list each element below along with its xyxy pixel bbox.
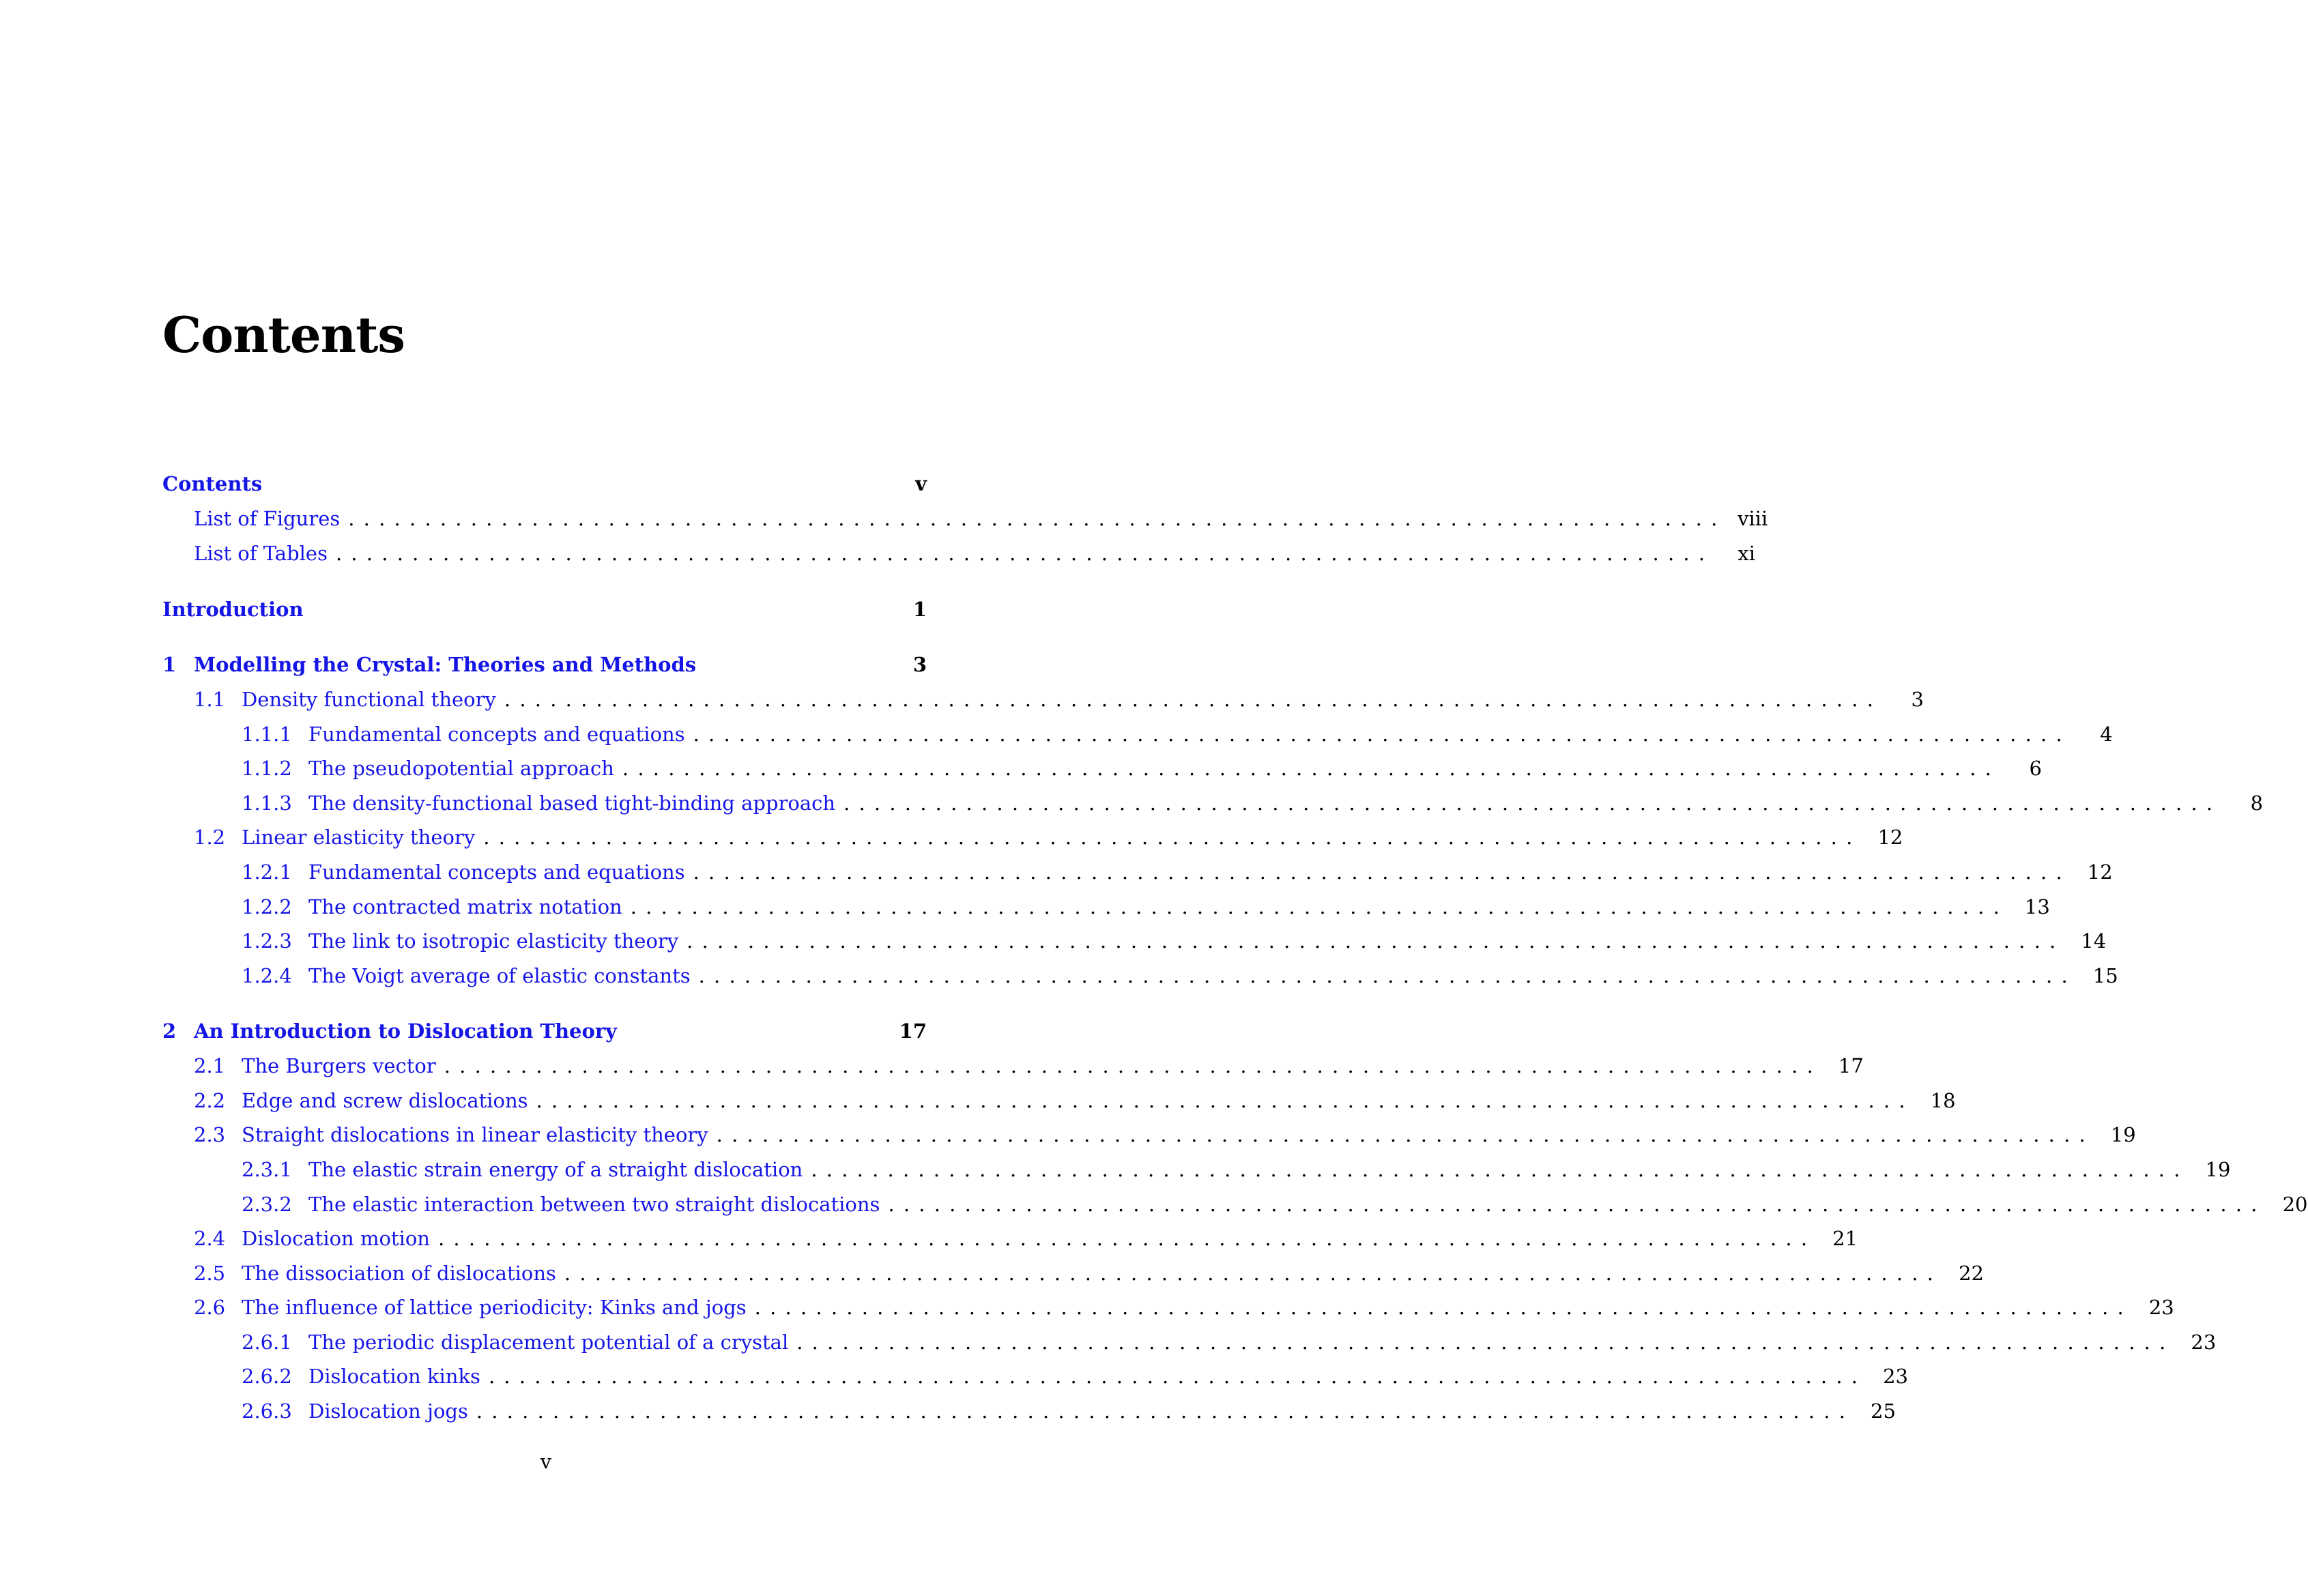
toc-page: 20 [2282,1193,2308,1216]
toc-page: 21 [1832,1227,1858,1250]
toc-number[interactable]: 1.2.3 [242,929,292,953]
toc-title[interactable]: Fundamental concepts and equations [308,860,685,884]
toc-page: 19 [2110,1123,2136,1146]
toc-page: 1 [912,598,927,621]
toc-entry-subsection-2-3-2[interactable] [242,1191,2308,1218]
toc-title[interactable]: The elastic interaction between two straight dislocations [308,1193,880,1216]
toc-leader: . . . . . . . . . . . . . . . . . . . . . . . . . . . . . . . . . . . . . . . . . . . . . . . . . . . . . . . . . . . . . . . . . . . . . . . . . . . . . . . . . . . . . . . . . . [483,826,1854,849]
toc-title[interactable]: An Introduction to Dislocation Theory [194,1019,617,1043]
toc-entry-section-1-2[interactable] [194,824,1903,851]
toc-page: 19 [2205,1158,2231,1181]
toc-number[interactable]: 1.2 [194,826,226,849]
toc-number[interactable]: 2.3.1 [242,1158,292,1181]
toc-entry-subsection-1-2-1[interactable] [242,858,2113,886]
toc-page: 3 [1911,688,1924,711]
toc-leader: . . . . . . . . . . . . . . . . . . . . . . . . . . . . . . . . . . . . . . . . . . . . . . . . . . . . . . . . . . . . . . . . . . . . . . . . . . . . . . . . . . . . . . . . . . [488,1365,1860,1388]
toc-number[interactable]: 2.3.2 [242,1193,292,1216]
page-number: v [540,1450,552,1473]
toc-title[interactable]: Modelling the Crystal: Theories and Methods [194,653,697,676]
toc-number[interactable]: 1.2.2 [242,895,292,918]
toc-leader: . . . . . . . . . . . . . . . . . . . . . . . . . . . . . . . . . . . . . . . . . . . . . . . . . . . . . . . . . . . . . . . . . . . . . . . . . . . . . . . . . . . . . . . . . . [335,542,1707,565]
toc-leader: . . . . . . . . . . . . . . . . . . . . . . . . . . . . . . . . . . . . . . . . . . . . . . . . . . . . . . . . . . . . . . . . . . . . . . . . . . . . . . . . . . . . . . . . . . [716,1123,2087,1146]
toc-entry-subsection-2-6-3[interactable] [242,1397,1896,1425]
toc-number[interactable]: 1.2.4 [242,964,292,987]
toc-title[interactable]: The link to isotropic elasticity theory [308,929,679,953]
toc-number[interactable]: 1 [162,653,177,676]
toc-title[interactable]: The Voigt average of elastic constants [308,964,691,987]
toc-page: 14 [2081,929,2107,953]
toc-number[interactable]: 2.2 [194,1089,226,1112]
toc-title[interactable]: Density functional theory [242,688,496,711]
toc-entry-section-2-5[interactable] [194,1260,1984,1287]
toc-page: v [915,472,927,495]
toc-entry-chapter-2[interactable] [162,1017,927,1045]
toc-page: 12 [1877,826,1903,849]
toc-page: 17 [1838,1054,1864,1077]
toc-title[interactable]: Introduction [162,598,304,621]
toc-entry-section-2-4[interactable] [194,1225,1858,1252]
toc-number[interactable]: 2.6.1 [242,1331,292,1354]
toc-page: 4 [2100,723,2113,746]
toc-page: 23 [2191,1331,2217,1354]
toc-page: 8 [2250,792,2264,815]
toc-number[interactable]: 1.2.1 [242,860,292,884]
toc-title[interactable]: Edge and screw dislocations [242,1089,528,1112]
toc-page: 13 [2024,895,2050,918]
toc-entry-section-2-6[interactable] [194,1294,2174,1321]
toc-entry-subsection-1-2-2[interactable] [242,893,2050,920]
toc-entry-section-2-2[interactable] [194,1087,1956,1114]
toc-entry-chapter-1[interactable] [162,651,927,678]
toc-page: viii [1737,507,1768,530]
toc-entry-section-2-3[interactable] [194,1121,2136,1148]
toc-leader: . . . . . . . . . . . . . . . . . . . . . . . . . . . . . . . . . . . . . . . . . . . . . . . . . . . . . . . . . . . . . . . . . . . . . . . . . . . . . . . . . . . . . . . . . . [693,723,2064,746]
toc-leader: . . . . . . . . . . . . . . . . . . . . . . . . . . . . . . . . . . . . . . . . . . . . . . . . . . . . . . . . . . . . . . . . . . . . . . . . . . . . . . . . . . . . . . . . . . [693,860,2064,884]
toc-title[interactable]: Straight dislocations in linear elasticity theory [242,1123,708,1146]
toc-entry-contents[interactable] [162,470,927,497]
toc-number[interactable]: 2.4 [194,1227,226,1250]
toc-page: 25 [1871,1399,1896,1423]
toc-title[interactable]: The elastic strain energy of a straight dislocation [308,1158,803,1181]
toc-leader: . . . . . . . . . . . . . . . . . . . . . . . . . . . . . . . . . . . . . . . . . . . . . . . . . . . . . . . . . . . . . . . . . . . . . . . . . . . . . . . . . . . . . . . . . . [437,1227,1809,1250]
toc-leader: . . . . . . . . . . . . . . . . . . . . . . . . . . . . . . . . . . . . . . . . . . . . . . . . . . . . . . . . . . . . . . . . . . . . . . . . . . . . . . . . . . . . . . . . . . [348,507,1719,530]
toc-entry-subsection-2-3-1[interactable] [242,1156,2231,1183]
toc-entry-section-1-1[interactable] [194,686,1924,713]
toc-number[interactable]: 2.6.3 [242,1399,292,1423]
toc-title[interactable]: Dislocation motion [242,1227,430,1250]
toc-leader: . . . . . . . . . . . . . . . . . . . . . . . . . . . . . . . . . . . . . . . . . . . . . . . . . . . . . . . . . . . . . . . . . . . . . . . . . . . . . . . . . . . . . . . . . . [796,1331,2167,1354]
toc-page: 22 [1959,1262,1984,1285]
toc-page: 6 [2029,757,2042,780]
toc-leader: . . . . . . . . . . . . . . . . . . . . . . . . . . . . . . . . . . . . . . . . . . . . . . . . . . . . . . . . . . . . . . . . . . . . . . . . . . . . . . . . . . . . . . . . . . [698,964,2069,987]
toc-entry-subsection-1-1-1[interactable] [242,721,2113,748]
toc-title[interactable]: The Burgers vector [242,1054,436,1077]
toc-leader: . . . . . . . . . . . . . . . . . . . . . . . . . . . . . . . . . . . . . . . . . . . . . . . . . . . . . . . . . . . . . . . . . . . . . . . . . . . . . . . . . . . . . . . . . . [888,1193,2259,1216]
toc-number[interactable]: 1.1.2 [242,757,292,780]
toc-number[interactable]: 2 [162,1019,177,1043]
toc-title[interactable]: Dislocation jogs [308,1399,468,1423]
toc-number[interactable]: 2.1 [194,1054,226,1077]
toc-title[interactable]: The contracted matrix notation [308,895,622,918]
toc-number[interactable]: 2.3 [194,1123,226,1146]
toc-page: 17 [899,1019,927,1043]
toc-leader: . . . . . . . . . . . . . . . . . . . . . . . . . . . . . . . . . . . . . . . . . . . . . . . . . . . . . . . . . . . . . . . . . . . . . . . . . . . . . . . . . . . . . . . . . . [754,1296,2125,1319]
toc-title[interactable]: List of Figures [194,507,341,530]
toc-number[interactable]: 2.6.2 [242,1365,292,1388]
toc-page: xi [1737,542,1756,565]
toc-leader: . . . . . . . . . . . . . . . . . . . . . . . . . . . . . . . . . . . . . . . . . . . . . . . . . . . . . . . . . . . . . . . . . . . . . . . . . . . . . . . . . . . . . . . . . . [476,1399,1847,1423]
toc-entry-section-2-1[interactable] [194,1052,1864,1079]
toc-page: 18 [1930,1089,1956,1112]
page-title: Contents [162,306,405,364]
toc-leader: . . . . . . . . . . . . . . . . . . . . . . . . . . . . . . . . . . . . . . . . . . . . . . . . . . . . . . . . . . . . . . . . . . . . . . . . . . . . . . . . . . . . . . . . . . [687,929,2058,953]
toc-leader: . . . . . . . . . . . . . . . . . . . . . . . . . . . . . . . . . . . . . . . . . . . . . . . . . . . . . . . . . . . . . . . . . . . . . . . . . . . . . . . . . . . . . . . . . . [564,1262,1935,1285]
toc-title[interactable]: The influence of lattice periodicity: Kinks and jogs [242,1296,747,1319]
toc-title[interactable]: List of Tables [194,542,328,565]
toc-entry-subsection-2-6-2[interactable] [242,1363,1909,1390]
toc-title[interactable]: Contents [162,472,263,495]
toc-leader: . . . . . . . . . . . . . . . . . . . . . . . . . . . . . . . . . . . . . . . . . . . . . . . . . . . . . . . . . . . . . . . . . . . . . . . . . . . . . . . . . . . . . . . . . . [811,1158,2182,1181]
toc-entry-subsection-1-1-3[interactable] [242,789,2264,817]
toc-title[interactable]: Dislocation kinks [308,1365,480,1388]
toc-leader: . . . . . . . . . . . . . . . . . . . . . . . . . . . . . . . . . . . . . . . . . . . . . . . . . . . . . . . . . . . . . . . . . . . . . . . . . . . . . . . . . . . . . . . . . . [630,895,2001,918]
toc-leader: . . . . . . . . . . . . . . . . . . . . . . . . . . . . . . . . . . . . . . . . . . . . . . . . . . . . . . . . . . . . . . . . . . . . . . . . . . . . . . . . . . . . . . . . . . [622,757,1993,780]
toc-page: 23 [1883,1365,1909,1388]
toc-entry-list-of-figures[interactable] [194,505,1768,532]
toc-page: 12 [2087,860,2113,884]
toc-leader: . . . . . . . . . . . . . . . . . . . . . . . . . . . . . . . . . . . . . . . . . . . . . . . . . . . . . . . . . . . . . . . . . . . . . . . . . . . . . . . . . . . . . . . . . . [444,1054,1815,1077]
toc-entry-subsection-1-2-3[interactable] [242,927,2107,955]
toc-number[interactable]: 2.5 [194,1262,226,1285]
toc-entry-introduction[interactable] [162,596,927,623]
toc-title[interactable]: The periodic displacement potential of a crystal [308,1331,789,1354]
toc-entry-subsection-1-2-4[interactable] [242,962,2118,989]
toc-title[interactable]: Fundamental concepts and equations [308,723,685,746]
toc-number[interactable]: 1.1.1 [242,723,292,746]
toc-leader: . . . . . . . . . . . . . . . . . . . . . . . . . . . . . . . . . . . . . . . . . . . . . . . . . . . . . . . . . . . . . . . . . . . . . . . . . . . . . . . . . . . . . . . . . . [504,688,1875,711]
toc-entry-subsection-2-6-1[interactable] [242,1329,2217,1356]
toc-title[interactable]: The pseudopotential approach [308,757,614,780]
toc-page: 3 [912,653,927,676]
toc-page: 15 [2092,964,2118,987]
toc-number[interactable]: 1.1 [194,688,226,711]
toc-entry-list-of-tables[interactable] [194,540,1756,567]
toc-title[interactable]: The density-functional based tight-binding approach [308,792,836,815]
toc-number[interactable]: 1.1.3 [242,792,292,815]
toc-number[interactable]: 2.6 [194,1296,226,1319]
toc-leader: . . . . . . . . . . . . . . . . . . . . . . . . . . . . . . . . . . . . . . . . . . . . . . . . . . . . . . . . . . . . . . . . . . . . . . . . . . . . . . . . . . . . . . . . . . [843,792,2215,815]
toc-title[interactable]: Linear elasticity theory [242,826,476,849]
toc-leader: . . . . . . . . . . . . . . . . . . . . . . . . . . . . . . . . . . . . . . . . . . . . . . . . . . . . . . . . . . . . . . . . . . . . . . . . . . . . . . . . . . . . . . . . . . [536,1089,1907,1112]
toc-entry-subsection-1-1-2[interactable] [242,755,2042,782]
toc-title[interactable]: The dissociation of dislocations [242,1262,556,1285]
toc-page: 23 [2148,1296,2174,1319]
